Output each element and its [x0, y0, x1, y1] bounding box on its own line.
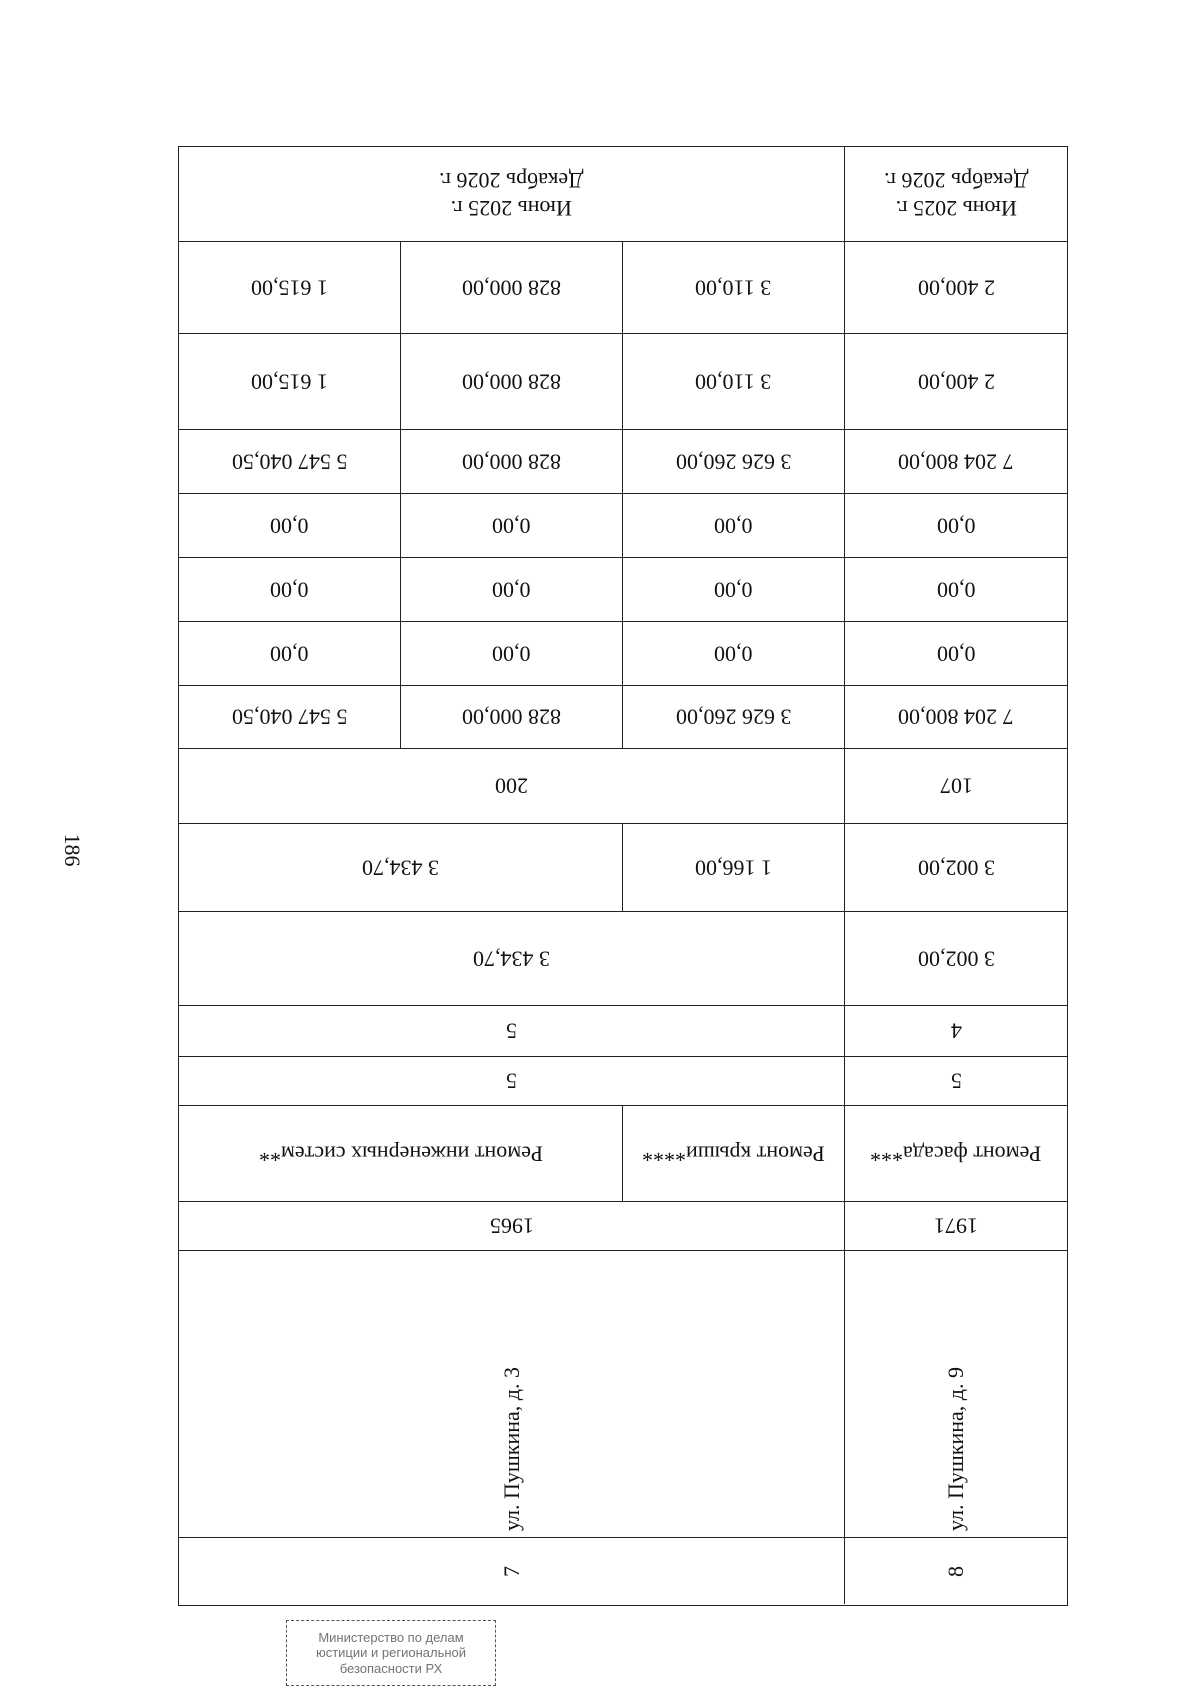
area-living-row7: 3 434,70	[179, 824, 623, 912]
period-start: Июнь 2025 г.	[895, 195, 1017, 221]
fund1-roof: 0,00	[623, 622, 845, 686]
works-table	[178, 146, 1068, 1606]
fund1-extra: 0,00	[179, 622, 401, 686]
cost-total-facade: 7 204 800,00	[845, 686, 1067, 749]
unit-cost-eng: 828 000,00	[401, 334, 623, 430]
work-type-eng: Ремонт инженерных систем**	[179, 1106, 623, 1202]
residents-row7: 200	[179, 749, 845, 824]
fund2-eng: 0,00	[401, 558, 623, 622]
fund3-eng: 0,00	[401, 494, 623, 558]
cost-total-eng: 828 000,00	[401, 686, 623, 749]
ministry-stamp: Министерство по делам юстиции и региональной безопасности РХ	[286, 1620, 496, 1686]
period-end: Декабрь 2026 г.	[439, 168, 584, 193]
fund2-facade: 0,00	[845, 558, 1067, 622]
period-cell-row8	[845, 147, 1067, 242]
fund4-facade: 7 204 800,00	[845, 430, 1067, 494]
unit-cost-limit-eng: 828 000,00	[401, 242, 623, 334]
area-living-row8: 3 002,00	[845, 824, 1067, 912]
work-type-facade: Ремонт фасада***	[845, 1106, 1067, 1202]
work-type-roof: Ремонт крыши****	[623, 1106, 845, 1202]
unit-cost-extra: 1 615,00	[179, 334, 401, 430]
year-row8: 1971	[845, 1202, 1067, 1251]
unit-cost-limit-roof: 3 110,00	[623, 242, 845, 334]
fund3-extra: 0,00	[179, 494, 401, 558]
area-living-roof: 1 166,00	[623, 824, 845, 912]
fund4-roof: 3 626 260,00	[623, 430, 845, 494]
fund3-facade: 0,00	[845, 494, 1067, 558]
area-total-row8: 3 002,00	[845, 912, 1067, 1006]
floors-row7: 5	[179, 1057, 845, 1106]
fund4-extra: 5 547 040,50	[179, 430, 401, 494]
cost-total-roof: 3 626 260,00	[623, 686, 845, 749]
floors-row8: 5	[845, 1057, 1067, 1106]
unit-cost-roof: 3 110,00	[623, 334, 845, 430]
period-start: Июнь 2025 г.	[450, 195, 573, 221]
address-row7: ул. Пушкина, д. 3	[179, 1251, 845, 1538]
year-row7: 1965	[179, 1202, 845, 1251]
unit-cost-facade: 2 400,00	[845, 334, 1067, 430]
cost-total-extra: 5 547 040,50	[179, 686, 401, 749]
page-number: 186	[60, 833, 85, 867]
fund4-eng: 828 000,00	[401, 430, 623, 494]
fund1-eng: 0,00	[401, 622, 623, 686]
fund3-roof: 0,00	[623, 494, 845, 558]
number-row7: 7	[179, 1538, 845, 1604]
address-row8: ул. Пушкина, д. 9	[845, 1251, 1067, 1538]
entrances-row7: 5	[179, 1006, 845, 1057]
unit-cost-limit-facade: 2 400,00	[845, 242, 1067, 334]
fund2-extra: 0,00	[179, 558, 401, 622]
fund2-roof: 0,00	[623, 558, 845, 622]
area-total-row7: 3 434,70	[179, 912, 845, 1006]
entrances-row8: 4	[845, 1006, 1067, 1057]
unit-cost-limit-extra: 1 615,00	[179, 242, 401, 334]
fund1-facade: 0,00	[845, 622, 1067, 686]
period-cell-row7	[179, 147, 845, 242]
period-end: Декабрь 2026 г.	[883, 168, 1029, 193]
residents-row8: 107	[845, 749, 1067, 824]
number-row8: 8	[943, 1565, 969, 1577]
